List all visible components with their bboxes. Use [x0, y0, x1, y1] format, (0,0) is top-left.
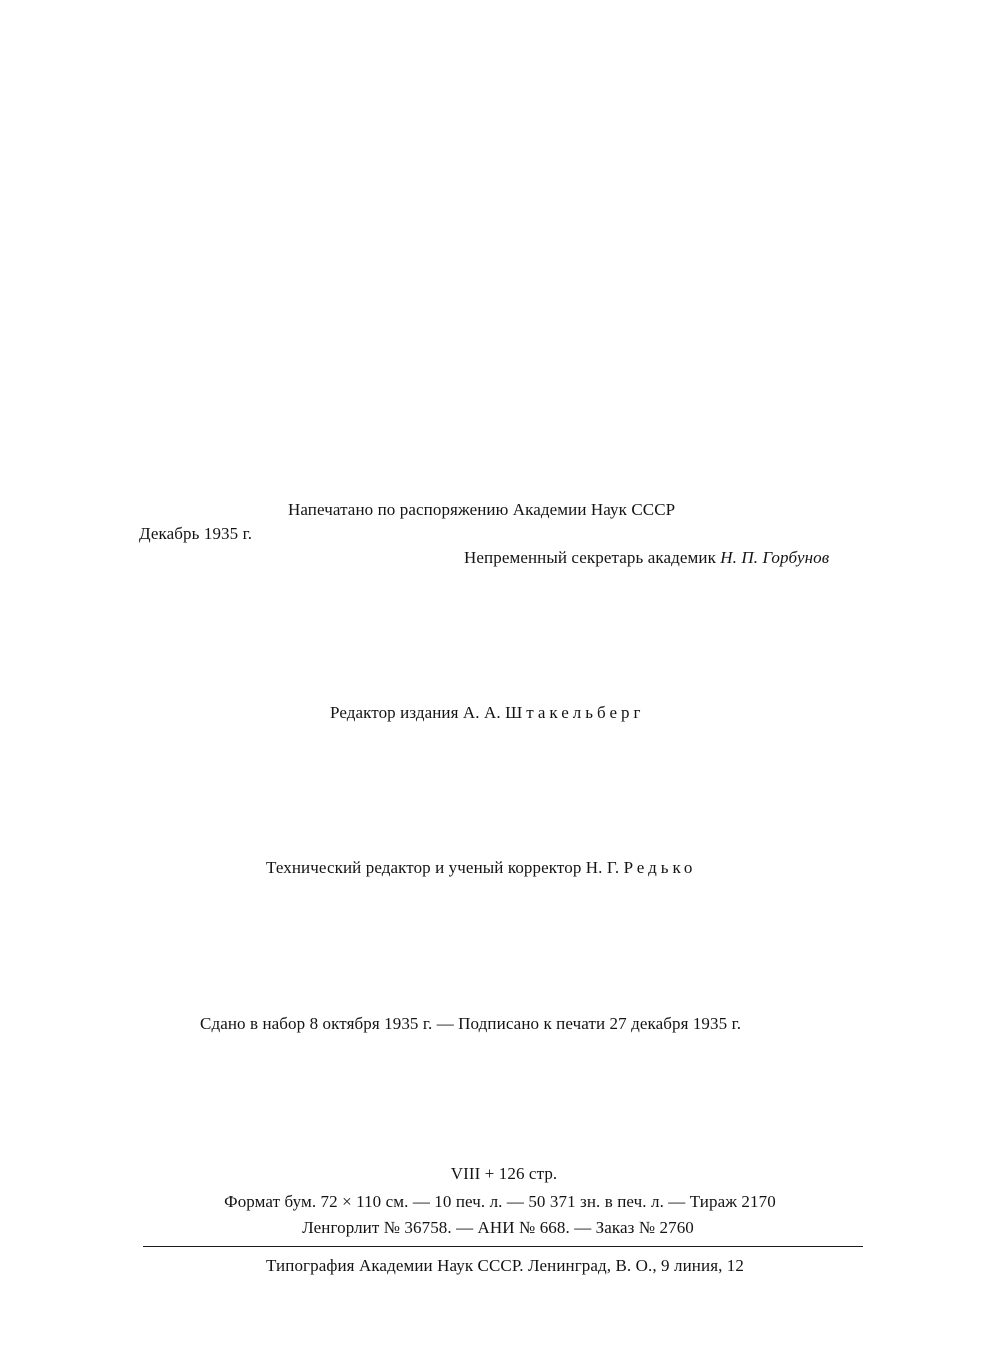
secretary-line — [464, 548, 829, 568]
editor-line — [330, 703, 644, 723]
secretary-name: Н. П. Горбунов — [720, 548, 830, 567]
editor-title: Редактор издания А. А. — [330, 703, 501, 722]
divider-rule — [143, 1246, 863, 1247]
secretary-title: Непременный секретарь академик — [464, 548, 716, 567]
tech-editor-line — [266, 858, 696, 878]
editor-name: Штакельберг — [505, 703, 645, 722]
printer-address: Типография Академии Наук СССР. Ленинград, В. О., 9 линия, 12 — [265, 1256, 745, 1275]
publication-date: Декабрь 1935 г. — [139, 524, 253, 543]
tech-editor-name: Редько — [623, 858, 697, 877]
license-and-order-numbers: Ленгорлит № 36758. — АНИ № 668. — Заказ № 2760 — [302, 1218, 694, 1237]
printed-by-order-text: Напечатано по распоряжению Академии Наук СССР — [288, 500, 676, 519]
typesetting-dates: Сдано в набор 8 октября 1935 г. — Подписано к печати 27 декабря 1935 г. — [200, 1014, 742, 1033]
page-count: VIII + 126 стр. — [450, 1164, 558, 1183]
format-and-circulation: Формат бум. 72 × 110 см. — 10 печ. л. — 50 371 зн. в печ. л. — Тираж 2170 — [224, 1192, 776, 1211]
tech-editor-title: Технический редактор и ученый корректор Н. Г. — [266, 858, 620, 877]
